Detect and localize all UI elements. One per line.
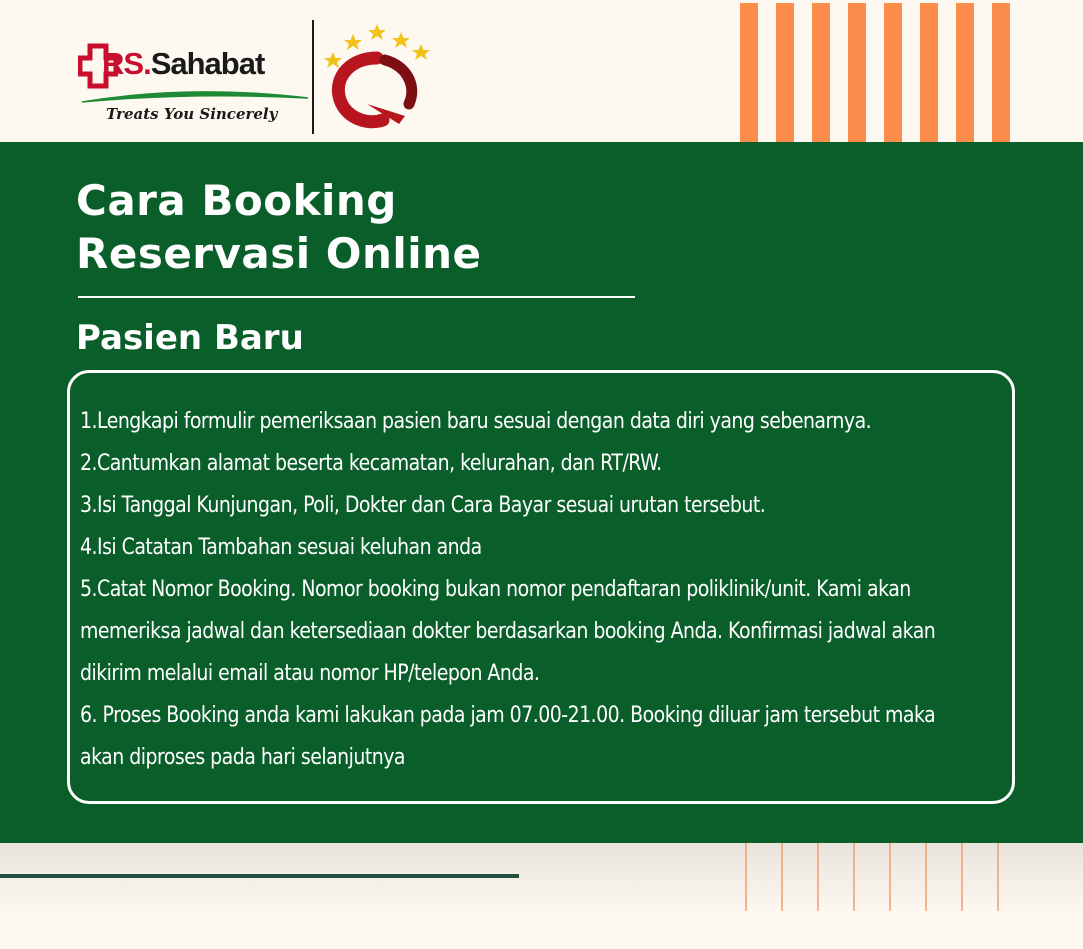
- bottom-stripes-decoration: [745, 843, 1005, 911]
- title-line-2: Reservasi Online: [76, 229, 482, 278]
- step-line: 2.Cantumkan alamat beserta kecamatan, kelurahan, dan RT/RW.: [80, 451, 662, 476]
- section-subtitle: Pasien Baru: [76, 318, 304, 358]
- step-line: memeriksa jadwal dan ketersediaan dokter berdasarkan booking Anda. Konfirmasi jadwal akan: [80, 619, 936, 644]
- step-line: 1.Lengkapi formulir pemeriksaan pasien baru sesuai dengan data diri yang sebenarnya.: [80, 409, 872, 434]
- step-line: akan diproses pada hari selanjutnya: [80, 745, 405, 770]
- orange-stripes-decoration: [740, 3, 1015, 142]
- step-line: 4.Isi Catatan Tambahan sesuai keluhan anda: [80, 535, 482, 560]
- bottom-accent-line: [0, 874, 519, 878]
- step-line: 3.Isi Tanggal Kunjungan, Poli, Dokter dan Cara Bayar sesuai urutan tersebut.: [80, 493, 766, 518]
- steps-box: [67, 370, 1015, 804]
- logo-tagline: Treats You Sincerely: [106, 105, 278, 123]
- content-panel: [0, 142, 1083, 843]
- logo-divider: [312, 20, 314, 134]
- title-line-1: Cara Booking: [76, 176, 397, 225]
- steps-list: [80, 401, 1010, 779]
- step-line: 6. Proses Booking anda kami lakukan pada jam 07.00-21.00. Booking diluar jam tersebut maka: [80, 703, 936, 728]
- page-title: [76, 174, 482, 280]
- title-divider: [78, 296, 635, 298]
- rs-sahabat-logo: [78, 18, 438, 136]
- header: [0, 0, 1083, 142]
- quality-q-stars-icon: [321, 20, 433, 130]
- logo-name: RS.Sahabat: [102, 46, 265, 81]
- step-line: dikirim melalui email atau nomor HP/telepon Anda.: [80, 661, 540, 686]
- step-line: 5.Catat Nomor Booking. Nomor booking bukan nomor pendaftaran poliklinik/unit. Kami akan: [80, 577, 911, 602]
